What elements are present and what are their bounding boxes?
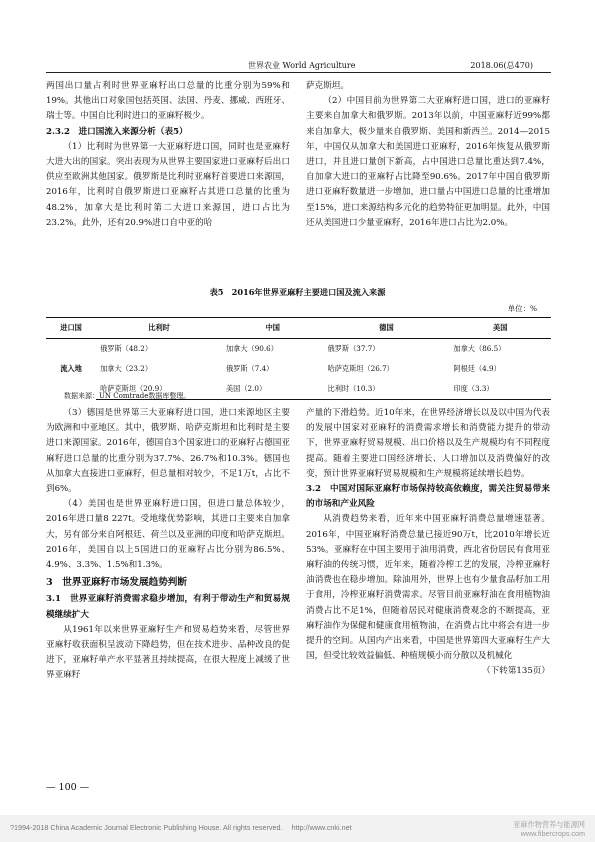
paragraph: （1）比利时为世界第一大亚麻籽进口国，同时也是亚麻籽大进大出的国家。突出表现为从世界主要国家进口亚麻籽后出口供应至欧洲其他国家。俄罗斯是比利时亚麻籽首要进口来源国，2016年，比利时自俄罗斯进口亚麻籽占其进口总量的比重为48.2%，加拿大是比利时第二大进口来源国，进口占比为23.2%。此外，还有20.9%进口自中亚的哈 <box>46 141 290 228</box>
paragraph: 从消费趋势来看，近年来中国亚麻籽消费总量增速显著。2016年，中国亚麻籽消费总量已接近90万t，比2010年增长近53%。亚麻籽在中国主要用于油用消费，西北省份居民有食用亚麻籽油的传统习惯，近年来，随着冷榨工艺的发展，冷榨亚麻籽油消费也在稳步增加。除油用外，世界上也有少量食品籽加工用于食用，冷榨亚麻籽消费需求。尽管目前亚麻籽油在食用植物油消费占比不足1%，但随着居民对健康消费观念的不断提高，亚麻籽油作为保健和健康食用植物油，在消费占比中将会有进一步提升的空间。从国内产出来看，中国是世界第四大亚麻籽生产大国，但受比较效益偏低、种植规模小而分散以及机械化 <box>306 514 550 662</box>
table-row <box>46 359 551 379</box>
import-sources-table <box>46 317 551 400</box>
table-cell: 俄罗斯（48.2） <box>100 344 153 353</box>
issue-number: 2018.06(总470) <box>470 61 533 70</box>
watermark-text: 亚麻作物营养与能源网 <box>513 820 585 829</box>
column-top-left <box>46 79 290 231</box>
paragraph: 萨克斯坦。 <box>306 81 349 91</box>
section-heading-2-3-2: 2.3.2 进口国流入来源分析（表5） <box>46 126 188 137</box>
table-header-cell: 进口国 <box>46 318 96 339</box>
table-header-cell: 中国 <box>222 318 324 339</box>
section-heading-3-2: 3.2 中国对国际亚麻籽市场保持较高依赖度，需关注贸易带来的市场和产业风险 <box>306 484 550 510</box>
paragraph: 产量的下滑趋势。近10年来，在世界经济增长以及以中国为代表的发展中国家对亚麻籽的消费需求增长和消费能力提升的带动下，世界亚麻籽贸易规模、出口价格以及生产规模均有不同程度提高。随着主要进口国经济增长、人口增加以及消费偏好的改变，预计世界亚麻籽贸易规模和生产规模将延续增长趋势。 <box>306 408 550 479</box>
table-cell: 比利时（10.3） <box>324 379 450 400</box>
table-source-note: 数据来源：UN Comtrade数据库整理。 <box>64 392 191 400</box>
table-caption: 表5 2016年世界亚麻籽主要进口国及流入来源 <box>209 287 386 297</box>
journal-name: 世界农业 World Agriculture <box>248 61 356 70</box>
header-divider <box>46 72 551 73</box>
section-heading-3-1: 3.1 世界亚麻籽消费需求稳步增加，有利于带动生产和贸易规模继续扩大 <box>46 594 290 620</box>
table-cell: 印度（3.3） <box>449 379 551 400</box>
table-cell: 加拿大（86.5） <box>453 344 506 353</box>
table-cell: 加拿大（90.6） <box>225 344 278 353</box>
table-cell: 俄罗斯（7.4） <box>225 364 274 373</box>
table-cell: 美国（2.0） <box>222 379 324 400</box>
paragraph: （4）美国也是世界亚麻籽进口国，但进口量总体较少，2016年进口量8 227t。受地缘优势影响，其进口主要来自加拿大，另有部分来自阿根廷、荷兰以及亚洲的印度和哈萨克斯坦。2016年，美国自以上5国进口的亚麻籽占比分别为86.5%、4.9%、3.3%、1.5%和1.3%。 <box>46 499 290 571</box>
table-header-cell: 比利时 <box>96 318 222 339</box>
column-top-right <box>306 79 550 231</box>
table-unit: 单位：% <box>507 304 537 313</box>
footer-bar <box>0 815 595 842</box>
table-header-cell: 美国 <box>449 318 551 339</box>
table-cell: 阿根廷（4.9） <box>453 364 501 373</box>
column-bottom-right <box>306 406 550 680</box>
watermark-url: www.fibercrops.com <box>520 829 585 838</box>
table-cell: 加拿大（23.2） <box>100 364 153 373</box>
table-header-row <box>46 318 551 339</box>
row-label: 流入地 <box>60 364 82 374</box>
column-bottom-left <box>46 406 290 684</box>
table-header-cell: 德国 <box>324 318 450 339</box>
paragraph: （3）德国是世界第三大亚麻籽进口国，进口来源地区主要为欧洲和中亚地区。其中，俄罗斯、哈萨克斯坦和比利时是主要进口来源国家。2016年，德国自3个国家进口的亚麻籽占德国亚麻籽进口总量的比重分别为37.7%、26.7%和10.3%。德国也从加拿大直接进口亚麻籽，但总量相对较少，不足1万t，占比不到6%。 <box>46 408 290 495</box>
paragraph: 从1961年以来世界亚麻籽生产和贸易趋势来看，尽管世界亚麻籽收获面积呈波动下降趋势，但在技术进步、品种改良的促进下，亚麻籽单产水平显著且持续提高，在很大程度上减缓了世界亚麻籽 <box>46 624 290 681</box>
page-number: — 100 — <box>46 782 90 793</box>
table-cell: 哈萨克斯坦（26.7） <box>327 364 394 373</box>
table-row <box>46 339 551 360</box>
watermark-logo <box>513 820 585 838</box>
copyright-notice: ?1994-2018 China Academic Journal Electronic Publishing House. All rights reserved. http://www.cnki.net <box>10 823 352 832</box>
table-cell: 哈萨克斯坦（20.9） <box>96 379 222 400</box>
section-heading-3: 3 世界亚麻籽市场发展趋势判断 <box>46 577 187 589</box>
continued-note: （下转第135页） <box>482 666 550 677</box>
paragraph: 两国出口量占利时世界亚麻籽出口总量的比重分别为59%和19%。其他出口对象国包括英国、法国、丹麦、挪威、西班牙、瑞士等。中国自比利时进口的亚麻籽极少。 <box>46 81 290 122</box>
table-cell: 俄罗斯（37.7） <box>327 344 380 353</box>
paragraph: （2）中国目前为世界第二大亚麻籽进口国，进口的亚麻籽主要来自加拿大和俄罗斯。2013年以前，中国亚麻籽近99%都来自加拿大，极少量来自俄罗斯、美国和新西兰。2014—2015年，中国仅从加拿大和美国进口亚麻籽，2016年恢复从俄罗斯进口，并且进口量创下新高，占中国进口总量比重达到7.4%，自加拿大进口的亚麻籽占比降至90.6%。2017年中国自俄罗斯进口亚麻籽数量进一步增加，进口量占中国进口总量的比重增加至15%，进口来源结构多元化的趋势特征更加明显。此外，中国还从美国进口少量亚麻籽，2016年进口占比为2.0%。 <box>306 96 550 228</box>
